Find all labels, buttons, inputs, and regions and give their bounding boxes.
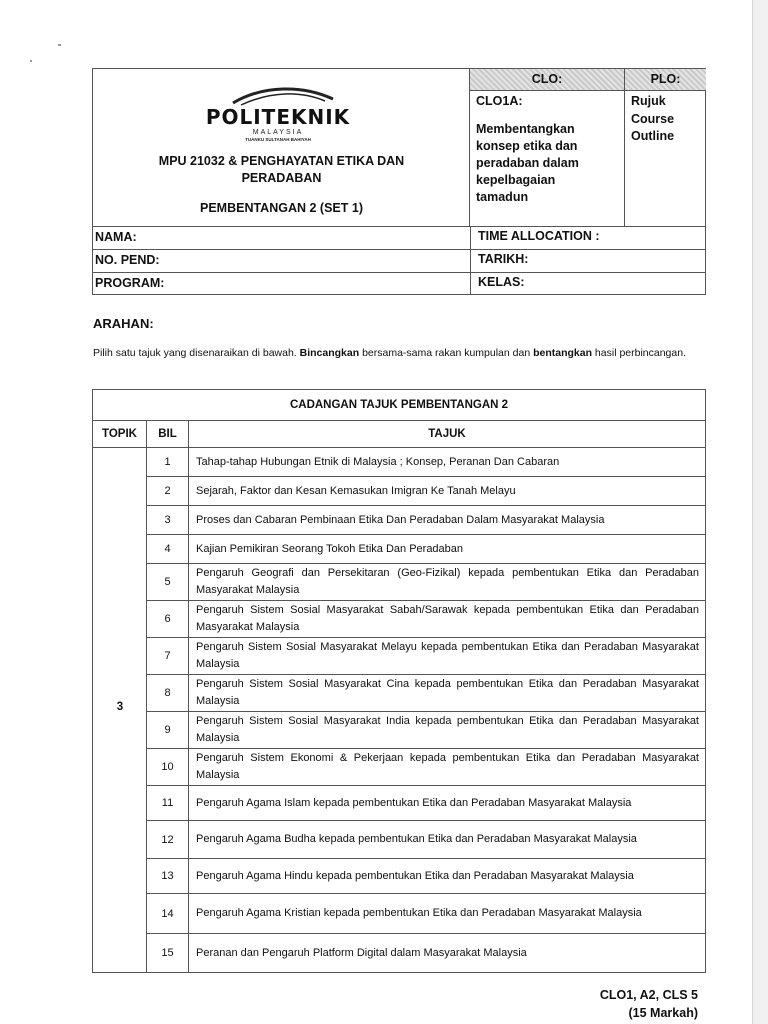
table-row (147, 821, 705, 859)
course-title-line: MPU 21032 & PENGHAYATAN ETIKA DAN (158, 154, 405, 168)
row-topic-text: Sejarah, Faktor dan Kesan Kemasukan Imigran Ke Tanah Melayu (196, 484, 516, 497)
topics-table-body (93, 448, 705, 972)
row-topic-text: Pengaruh Sistem Sosial Masyarakat Cina kepada pembentukan Etika dan Peradaban Masyarakat Malaysia (196, 678, 699, 707)
clo-code: CLO1A: (476, 94, 523, 108)
row-topic-text: Tahap-tahap Hubungan Etnik di Malaysia ; Konsep, Peranan Dan Cabaran (196, 455, 560, 468)
row-topic-text: Pengaruh Sistem Sosial Masyarakat Melayu kepada pembentukan Etika dan Peradaban Masyarakat Malaysia (196, 641, 699, 670)
table-row (147, 601, 705, 638)
table-row (147, 477, 705, 506)
table-row (147, 675, 705, 712)
course-title-line: PERADABAN (241, 171, 322, 185)
row-topic-text: Pengaruh Agama Budha kepada pembentukan Etika dan Peradaban Masyarakat Malaysia (196, 833, 637, 845)
scan-speck (58, 44, 61, 46)
row-topic-cell (189, 934, 705, 972)
plo-line: Course (631, 111, 675, 126)
column-header-bil: BIL (147, 421, 189, 447)
politeknik-logo (193, 81, 363, 143)
clo-desc-line: peradaban dalam (476, 156, 579, 170)
row-topic-cell (189, 712, 705, 748)
instructions-text (93, 346, 703, 361)
clo-cell (470, 91, 625, 226)
row-number: 5 (147, 564, 189, 600)
column-header-topik: TOPIK (93, 421, 147, 447)
clo-tags: CLO1, A2, CLS 5 (599, 988, 698, 1002)
row-topic-text: Pengaruh Agama Hindu kepada pembentukan Etika dan Peradaban Masyarakat Malaysia (196, 869, 634, 882)
student-id-field-label[interactable]: NO. PEND: (95, 253, 160, 267)
topik-number: 3 (116, 701, 124, 713)
info-row-program (93, 272, 705, 295)
table-row (147, 894, 705, 934)
instr-text: bersama-sama rakan kumpulan dan (359, 347, 534, 359)
row-topic-text: Pengaruh Sistem Sosial Masyarakat Sabah/Sarawak kepada pembentukan Etika dan Peradaban Masyarakat Malaysia (196, 604, 699, 633)
clo-header-cell: CLO: (470, 69, 625, 91)
page-edge (752, 0, 768, 1024)
row-number: 12 (147, 821, 189, 858)
row-topic-cell (189, 749, 705, 785)
row-topic-cell (189, 601, 705, 637)
row-number: 10 (147, 749, 189, 785)
instructions-heading: ARAHAN: (93, 316, 154, 331)
table-row (147, 749, 705, 786)
table-row (147, 448, 705, 477)
header-left-panel (93, 69, 470, 226)
row-topic-cell (189, 821, 705, 858)
table-row (147, 638, 705, 675)
topics-table-header (93, 421, 705, 448)
row-topic-cell (189, 448, 705, 476)
class-field-label[interactable]: KELAS: (470, 273, 525, 295)
plo-line: Outline (631, 129, 675, 143)
row-topic-text: Peranan dan Pengaruh Platform Digital dalam Masyarakat Malaysia (196, 946, 527, 959)
row-topic-text: Kajian Pemikiran Seorang Tokoh Etika Dan Peradaban (196, 542, 464, 555)
topics-table-title: CADANGAN TAJUK PEMBENTANGAN 2 (93, 390, 705, 421)
topik-cell (93, 448, 147, 972)
table-row (147, 564, 705, 601)
row-topic-cell (189, 786, 705, 820)
row-number: 6 (147, 601, 189, 637)
row-number: 11 (147, 786, 189, 820)
document-header (92, 68, 706, 295)
row-topic-text: Pengaruh Geografi dan Persekitaran (Geo-Fizikal) kepada pembentukan Etika dan Peradaban Masyarakat Malaysia (196, 567, 699, 596)
row-topic-cell (189, 638, 705, 674)
info-row-name (93, 226, 705, 249)
logo-country: MALAYSIA (252, 129, 304, 136)
clo-description (476, 121, 618, 206)
instr-text: Pilih satu tajuk yang disenaraikan di bawah. (93, 347, 300, 359)
row-number: 3 (147, 506, 189, 534)
table-row (147, 859, 705, 894)
marks-info (600, 986, 698, 1022)
table-row (147, 934, 705, 972)
row-topic-cell (189, 506, 705, 534)
row-topic-text: Pengaruh Sistem Sosial Masyarakat India kepada pembentukan Etika dan Peradaban Masyarakat Malaysia (196, 715, 699, 744)
program-field-label[interactable]: PROGRAM: (95, 276, 165, 290)
row-number: 13 (147, 859, 189, 893)
row-topic-cell (189, 564, 705, 600)
logo-subtitle: TUANKU SULTANAH BAHIYAH (245, 137, 311, 142)
row-number: 15 (147, 934, 189, 972)
plo-line: Rujuk (631, 94, 666, 108)
row-topic-text: Pengaruh Agama Islam kepada pembentukan Etika dan Peradaban Masyarakat Malaysia (196, 796, 632, 809)
row-topic-cell (189, 675, 705, 711)
logo-wordmark: POLITEKNIK (205, 105, 351, 129)
instr-bold: bentangkan (533, 347, 593, 359)
name-field-label[interactable]: NAMA: (95, 230, 137, 244)
table-row (147, 535, 705, 564)
plo-cell (625, 91, 706, 226)
row-topic-cell (189, 894, 705, 933)
row-number: 1 (147, 448, 189, 476)
row-topic-cell (189, 477, 705, 505)
marks-value: (15 Markah) (628, 1006, 698, 1020)
row-topic-cell (189, 535, 705, 563)
row-number: 14 (147, 894, 189, 933)
row-number: 2 (147, 477, 189, 505)
date-field-label[interactable]: TARIKH: (470, 250, 528, 272)
plo-header-cell: PLO: (625, 69, 706, 91)
presentation-title: PEMBENTANGAN 2 (SET 1) (200, 201, 363, 215)
clo-desc-line: tamadun (476, 190, 529, 204)
table-row (147, 712, 705, 749)
clo-desc-line: kepelbagaian (476, 173, 556, 187)
course-title (93, 153, 470, 187)
topics-table (92, 389, 706, 973)
table-row (147, 786, 705, 821)
instr-bold: Bincangkan (299, 347, 360, 359)
table-row (147, 506, 705, 535)
info-row-student-id (93, 249, 705, 272)
row-topic-text: Proses dan Cabaran Pembinaan Etika Dan Peradaban Dalam Masyarakat Malaysia (196, 513, 605, 526)
row-number: 4 (147, 535, 189, 563)
column-header-tajuk: TAJUK (428, 428, 466, 440)
row-number: 9 (147, 712, 189, 748)
row-topic-text: Pengaruh Sistem Ekonomi & Pekerjaan kepada pembentukan Etika dan Peradaban Masyarakat Malaysia (196, 752, 699, 781)
row-number: 7 (147, 638, 189, 674)
scan-speck (30, 60, 32, 62)
clo-desc-line: konsep etika dan (476, 139, 578, 153)
instr-text: hasil perbincangan. (592, 347, 686, 359)
clo-desc-line: Membentangkan (476, 122, 575, 136)
row-number: 8 (147, 675, 189, 711)
row-topic-text: Pengaruh Agama Kristian kepada pembentukan Etika dan Peradaban Masyarakat Malaysia (196, 907, 642, 919)
time-allocation-field-label[interactable]: TIME ALLOCATION : (470, 227, 600, 249)
row-topic-cell (189, 859, 705, 893)
